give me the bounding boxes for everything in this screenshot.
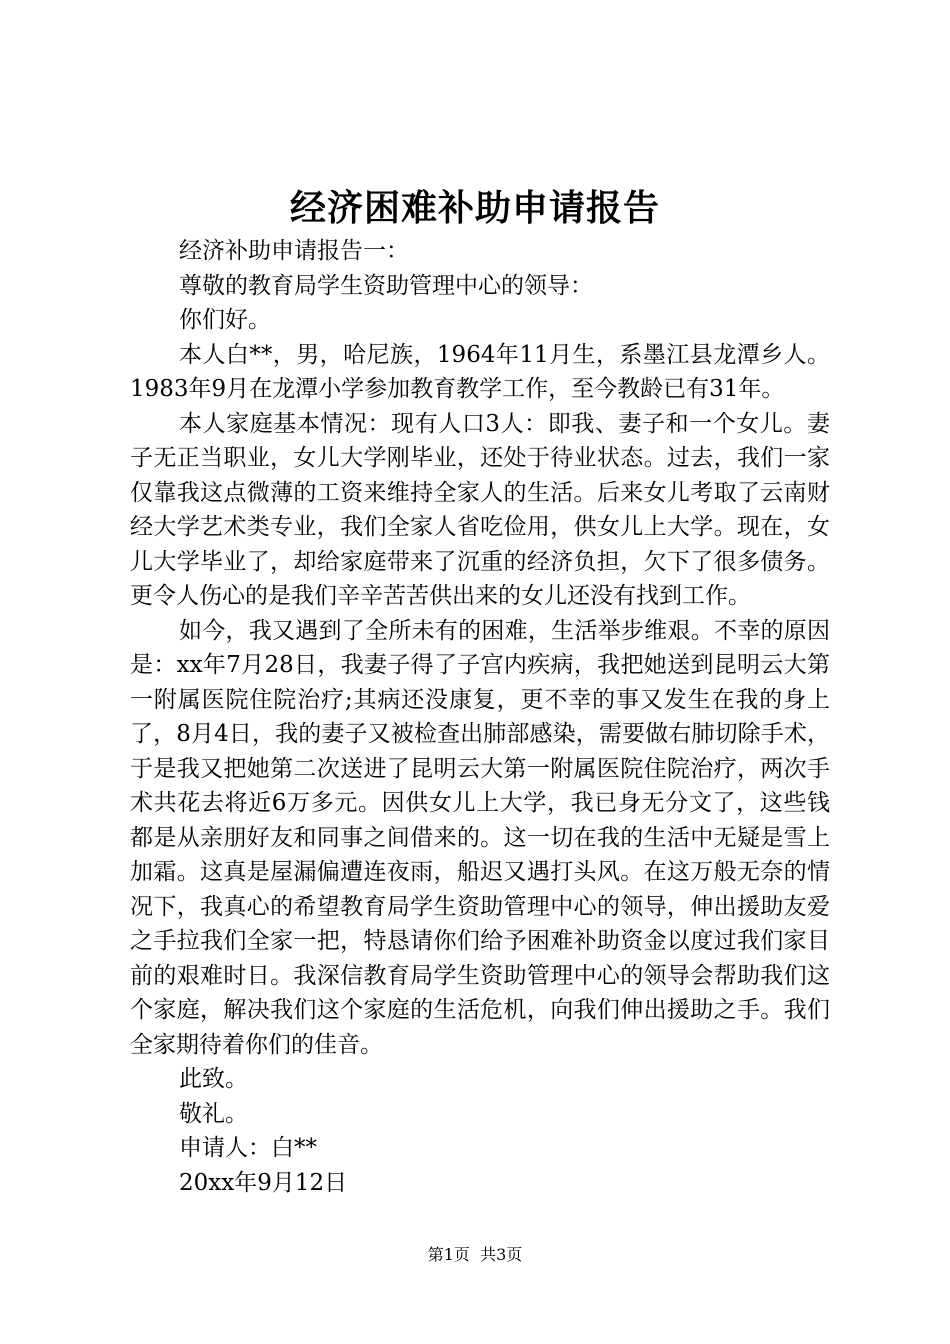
section-heading: 经济补助申请报告一： (179, 238, 409, 264)
document-title: 经济困难补助申请报告 (289, 187, 660, 229)
closing-regards: 敬礼。 (179, 1100, 248, 1127)
paragraph-hardship: 如今，我又遇到了全所未有的困难，生活举步维艰。不幸的原因是：xx年7月28日，我妻子得了子宫内疾病，我把她送到昆明云大第一附属医院住院治疗;其病还没康复，更不幸的事又发生在我的身上了，8月4日，我的妻子又被检查出肺部感染，需要做右肺切除手术，于是我又把她第二次送进了昆明云大第一附属医院住院治疗，两次手术共花去将近6万多元。因供女儿上大学，我已身无分文了，这些钱都是从亲朋好友和同事之间借来的。这一切在我的生活中无疑是雪上加霜。这真是屋漏偏遭连夜雨，船迟又遇打头风。在这万般无奈的情况下，我真心的希望教育局学生资助管理中心的领导，伸出援助友爱之手拉我们全家一把，特恳请你们给予困难补助资金以度过我们家目前的艰难时日。我深信教育局学生资助管理中心的领导会帮助我们这个家庭，解决我们这个家庭的生活危机，向我们伸出援助之手。我们全家期待着你们的佳音。 (130, 617, 830, 1058)
page-count: 共3页 (480, 1245, 523, 1264)
greeting: 你们好。 (179, 307, 271, 333)
paragraph-family-situation: 本人家庭基本情况：现有人口3人：即我、妻子和一个女儿。妻子无正当职业，女儿大学刚毕业，还处于待业状态。过去，我们一家仅靠我这点微薄的工资来维持全家人的生活。后来女儿考取了云南财经大学艺术类专业，我们全家人省吃俭用，供女儿上大学。现在，女儿大学毕业了，却给家庭带来了沉重的经济负担，欠下了很多债务。更令人伤心的是我们辛辛苦苦供出来的女儿还没有找到工作。 (130, 410, 830, 609)
paragraph-self-intro: 本人白**，男，哈尼族，1964年11月生，系墨江县龙潭乡人。1983年9月在龙潭小学参加教育教学工作，至今教龄已有31年。 (130, 341, 830, 402)
page-footer (0, 1243, 950, 1267)
page-number: 第1页 (427, 1245, 470, 1264)
applicant-signature: 申请人：白** (179, 1135, 317, 1161)
closing-salute: 此致。 (179, 1066, 248, 1092)
document-body (130, 234, 830, 1200)
document-date: 20xx年9月12日 (179, 1169, 348, 1196)
salutation: 尊敬的教育局学生资助管理中心的领导： (179, 272, 593, 299)
